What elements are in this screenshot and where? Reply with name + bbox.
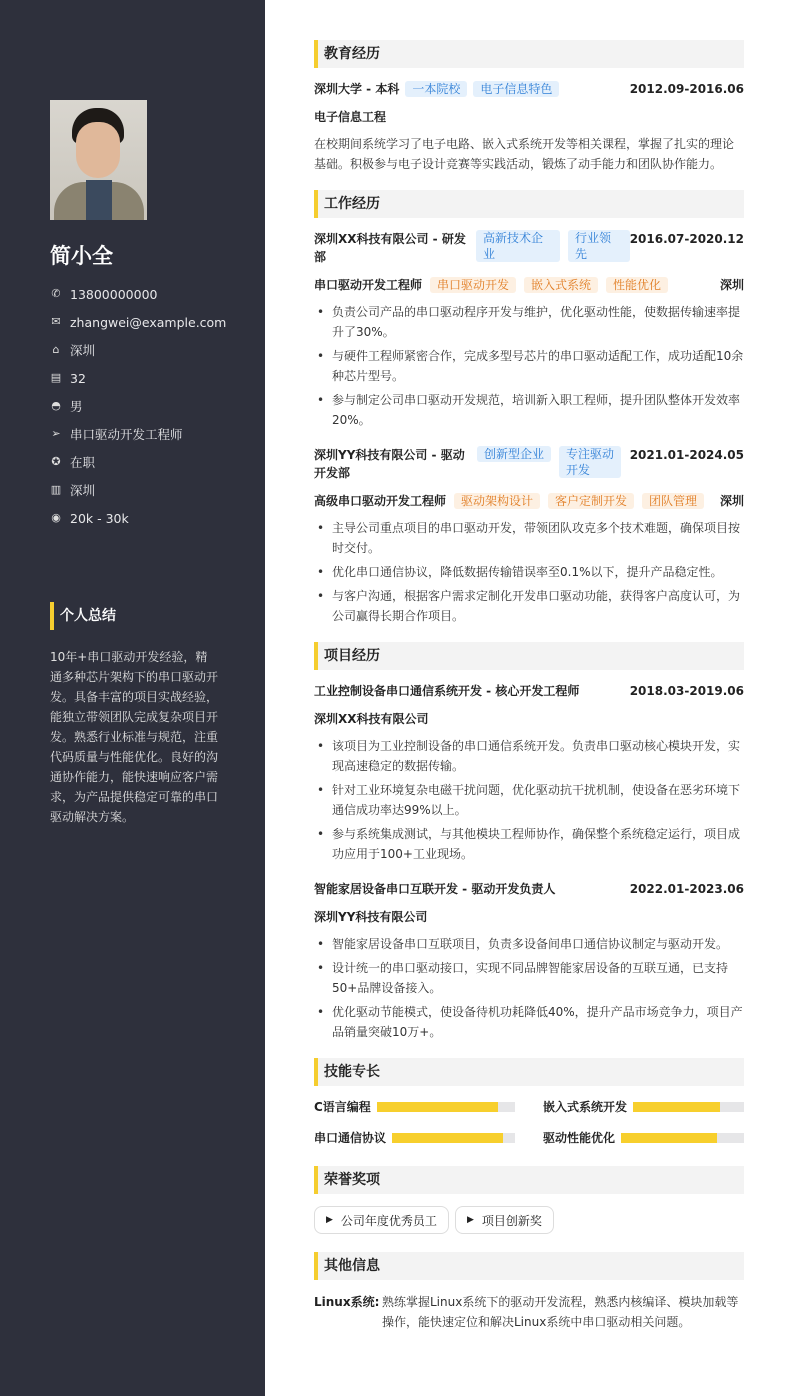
project-item (314, 682, 744, 864)
bullets (314, 934, 744, 1042)
bullet: • 设计统一的串口驱动接口，实现不同品牌智能家居设备的互联互通，已支持50+品牌设备接入。 (314, 958, 744, 998)
bullet: • 主导公司重点项目的串口驱动开发，带领团队攻克多个技术难题，确保项目按时交付。 (314, 518, 744, 558)
status: 在职 (70, 455, 96, 470)
skill-item (543, 1098, 744, 1115)
skill-bar (377, 1102, 515, 1112)
skill-bar-fill (377, 1102, 499, 1112)
work-heading: 工作经历 (314, 190, 744, 218)
building-icon: ▥ (50, 483, 62, 496)
tag: 高新技术企业 (476, 230, 560, 262)
skill-item (314, 1098, 515, 1115)
date: 2021.01-2024.05 (629, 448, 744, 462)
bullet: • 优化驱动节能模式，使设备待机功耗降低40%，提升产品市场竞争力，项目产品销量突破10万+。 (314, 1002, 744, 1042)
main-content (314, 40, 744, 1332)
bullet: • 参与制定公司串口驱动开发规范，培训新入职工程师，提升团队整体开发效率20%。 (314, 390, 744, 430)
skill-name: 驱动性能优化 (543, 1131, 616, 1145)
skill-bar (621, 1133, 744, 1143)
education-desc: 在校期间系统学习了电子电路、嵌入式系统开发等相关课程，掌握了扎实的理论基础。积极参与电子设计竞赛等实践活动，锻炼了动手能力和团队协作能力。 (314, 137, 735, 171)
city: 深圳 (719, 494, 744, 508)
profile-name: 简小全 (50, 244, 113, 268)
skill-tag: 嵌入式系统 (524, 277, 598, 293)
other-label: Linux系统: (314, 1295, 380, 1309)
email: zhangwei@example.com (70, 314, 227, 330)
home-icon: ⌂ (52, 343, 60, 356)
bullet: • 与硬件工程师紧密合作，完成多型号芯片的串口驱动适配工作，成功适配10余种芯片型号。 (314, 346, 744, 386)
bullet: • 针对工业环境复杂电磁干扰问题，优化驱动抗干扰机制，使设备在恶劣环境下通信成功率达99%以上。 (314, 780, 744, 820)
city: 深圳 (70, 483, 96, 498)
tag: 一本院校 (405, 81, 467, 97)
tag: 创新型企业 (477, 446, 551, 462)
phone: 13800000000 (70, 286, 158, 302)
company: 深圳YY科技有限公司 - 驱动开发部 (314, 448, 465, 480)
skill-item (314, 1129, 515, 1146)
tag: 专注驱动开发 (559, 446, 621, 478)
education-heading: 教育经历 (314, 40, 744, 68)
company: 深圳XX科技有限公司 - 研发部 (314, 232, 466, 264)
project-item (314, 880, 744, 1042)
project-company: 深圳YY科技有限公司 (314, 910, 428, 924)
major: 电子信息工程 (314, 110, 387, 124)
skill-bar (392, 1133, 515, 1143)
cake-icon: ▤ (50, 371, 62, 384)
bullets (314, 302, 744, 430)
skill-bar-fill (392, 1133, 503, 1143)
contact-info (50, 280, 226, 532)
project-list (314, 682, 744, 1042)
work-list (314, 230, 744, 626)
work-header-left (314, 446, 630, 482)
age: 32 (70, 370, 86, 386)
award-label: 项目创新奖 (481, 1213, 542, 1228)
role: 串口驱动开发工程师 (314, 278, 423, 292)
sidebar (0, 0, 265, 1396)
other-info (314, 1292, 744, 1332)
award-item (455, 1206, 554, 1234)
bullet: • 与客户沟通，根据客户需求定制化开发串口驱动功能，获得客户高度认可，为公司赢得长期合作项目。 (314, 586, 744, 626)
role-group (314, 276, 668, 294)
work-item (314, 230, 744, 430)
skill-tag: 团队管理 (642, 493, 704, 509)
skills-grid (314, 1098, 744, 1146)
phone-icon: ✆ (51, 287, 61, 300)
tag: 行业领先 (568, 230, 630, 262)
school: 深圳大学 - 本科 (314, 82, 400, 96)
skill-item (543, 1129, 744, 1146)
project-header (314, 682, 744, 700)
skill-name: 嵌入式系统开发 (543, 1100, 628, 1114)
role-row (314, 492, 744, 510)
role: 高级串口驱动开发工程师 (314, 494, 447, 508)
bullets (314, 518, 744, 626)
bullet: • 智能家居设备串口互联项目，负责多设备间串口通信协议制定与驱动开发。 (314, 934, 744, 954)
summary-heading: 个人总结 (50, 602, 116, 630)
skill-tag: 性能优化 (606, 277, 668, 293)
send-icon: ➢ (51, 427, 61, 440)
awards-list (314, 1206, 744, 1234)
role-group (314, 492, 704, 510)
salary-icon: ◉ (51, 511, 61, 524)
bullet: • 优化串口通信协议，降低数据传输错误率至0.1%以下，提升产品稳定性。 (314, 562, 744, 582)
skill-bar (633, 1102, 744, 1112)
award-item (314, 1206, 449, 1234)
project-header (314, 880, 744, 898)
play-icon: ▶ (466, 1215, 474, 1225)
bullet: • 该项目为工业控制设备的串口通信系统开发。负责串口驱动核心模块开发，实现高速稳定的数据传输。 (314, 736, 744, 776)
date: 2022.01-2023.06 (629, 882, 744, 896)
awards-heading: 荣誉奖项 (314, 1166, 744, 1194)
role-row (314, 276, 744, 294)
project-name: 工业控制设备串口通信系统开发 - 核心开发工程师 (314, 684, 580, 698)
work-item (314, 446, 744, 626)
profile-photo (50, 100, 147, 220)
work-header-left (314, 230, 630, 266)
location: 深圳 (70, 343, 96, 358)
education-header (314, 80, 744, 98)
tag: 电子信息特色 (473, 81, 559, 97)
skill-name: 串口通信协议 (314, 1131, 387, 1145)
other-heading: 其他信息 (314, 1252, 744, 1280)
position: 串口驱动开发工程师 (70, 427, 183, 442)
skill-tag: 串口驱动开发 (430, 277, 516, 293)
project-company: 深圳XX科技有限公司 (314, 712, 429, 726)
award-label: 公司年度优秀员工 (340, 1213, 437, 1228)
skill-tag: 客户定制开发 (548, 493, 634, 509)
salary: 20k - 30k (70, 510, 129, 526)
gender-icon: ◓ (51, 399, 61, 412)
skill-name: C语言编程 (314, 1100, 371, 1114)
date: 2012.09-2016.06 (629, 82, 744, 96)
other-text: 熟练掌握Linux系统下的驱动开发流程，熟悉内核编译、模块加载等操作，能快速定位和解决Linux系统中串口驱动相关问题。 (382, 1295, 739, 1329)
date: 2016.07-2020.12 (629, 232, 744, 246)
status-icon: ✪ (51, 455, 61, 468)
gender: 男 (70, 399, 83, 414)
bullet: • 参与系统集成测试，与其他模块工程师协作，确保整个系统稳定运行，项目成功应用于100+工业现场。 (314, 824, 744, 864)
skill-bar-fill (633, 1102, 720, 1112)
bullet: • 负责公司产品的串口驱动程序开发与维护，优化驱动性能，使数据传输速率提升了30%。 (314, 302, 744, 342)
city: 深圳 (719, 278, 744, 292)
summary-text: 10年+串口驱动开发经验，精通多种芯片架构下的串口驱动开发。具备丰富的项目实战经验，能独立带领团队完成复杂项目开发。熟悉行业标准与规范，注重代码质量与性能优化。良好的沟通协作能力，能快速响应客户需求，为产品提供稳定可靠的串口驱动解决方案。 (50, 650, 219, 824)
work-header (314, 446, 744, 482)
bullets (314, 736, 744, 864)
date: 2018.03-2019.06 (629, 684, 744, 698)
skill-tag: 驱动架构设计 (454, 493, 540, 509)
work-header (314, 230, 744, 266)
mail-icon: ✉ (51, 315, 61, 328)
skills-heading: 技能专长 (314, 1058, 744, 1086)
projects-heading: 项目经历 (314, 642, 744, 670)
project-name: 智能家居设备串口互联开发 - 驱动开发负责人 (314, 882, 556, 896)
skill-bar-fill (621, 1133, 717, 1143)
play-icon: ▶ (326, 1215, 333, 1225)
